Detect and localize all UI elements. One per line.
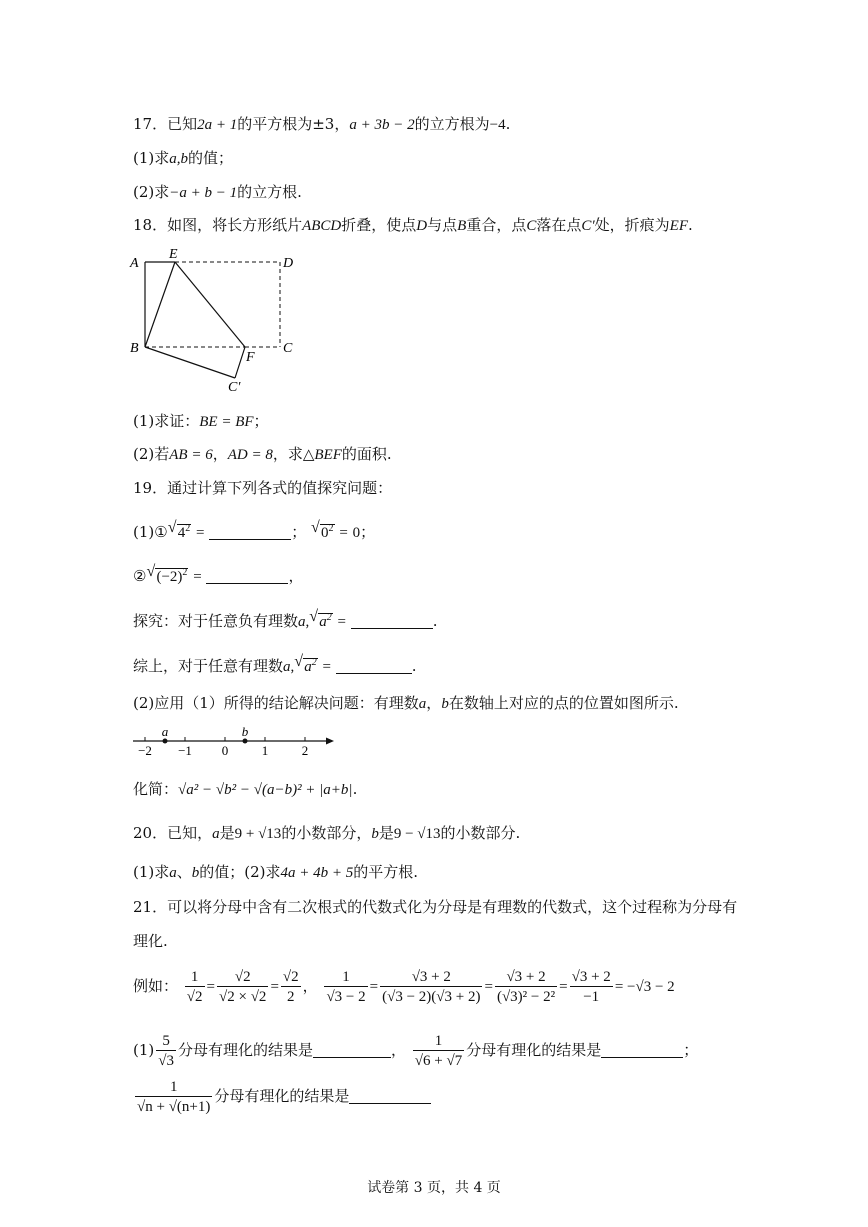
ex2-frac2: $\frac{√3 + 2}{(√3 - 2)(√3 + 2)}$: [382, 968, 481, 1005]
number-line-tick-label: 2: [301, 743, 309, 758]
answer-blank-3[interactable]: [351, 613, 433, 629]
edge-be: [145, 262, 175, 347]
number-line-tick-label: −2: [138, 743, 152, 758]
label-c: C: [283, 341, 293, 356]
answer-blank-6[interactable]: [601, 1042, 683, 1058]
q17-stem: 17．已知2a + 1的平方根为±3，a + 3b − 2的立方根为−4.: [133, 115, 511, 133]
q19-summary: 综上，对于任意有理数a, √ $a^2$ = .: [133, 652, 417, 678]
number-line-tick-label: 0: [221, 743, 229, 758]
number-line: [125, 724, 345, 760]
q19-part1-line2: ② √ $(-2)^2$ = ，: [133, 562, 303, 588]
q21-stem-line1: 21．可以将分母中含有二次根式的代数式化为分母是有理数的代数式，这个过程称为分母有: [133, 898, 738, 916]
number-line-point-a: [163, 739, 168, 744]
edge-ef: [175, 262, 245, 347]
q19-stem: 19．通过计算下列各式的值探究问题：: [133, 479, 393, 497]
q21-frac1: $\frac{5}{√3}$: [158, 1032, 174, 1069]
q20-stem: 20．已知，a是9 + √13的小数部分，b是9 − √13的小数部分.: [133, 824, 521, 842]
ex1-frac2: $\frac{√2}{√2 \times √2}$: [219, 968, 267, 1005]
q18-part2: (2)若AB = 6，AD = 8，求△BEF的面积.: [133, 445, 392, 463]
sqrt-neg2-squared: √ $(-2)^2$: [146, 563, 188, 585]
ex2-frac4: $\frac{√3 + 2}{-1}$: [571, 968, 611, 1005]
q21-part1-line1: (1) $\frac{5}{√3}$ 分母有理化的结果是 ， $\frac{1}{√6 + √7}$ 分母有理化的结果是 ；: [133, 1032, 699, 1069]
label-d: D: [283, 256, 294, 271]
sqrt-0-squared: √ $0^2$: [311, 519, 334, 541]
fold-figure: [120, 245, 310, 395]
q19-part2: (2)应用（1）所得的结论解决问题：有理数a，b在数轴上对应的点的位置如图所示.: [133, 694, 679, 712]
q19-simplify: 化简：√a² − √b² − √(a−b)² + |a+b|.: [133, 780, 358, 798]
sqrt-a-squared-2: √ $a^2$: [294, 653, 317, 675]
number-line-point-label: a: [161, 724, 169, 739]
label-c-prime: C′: [228, 380, 241, 395]
ex1-frac3: $\frac{√2}{2}$: [282, 968, 299, 1005]
ex1-frac1: $\frac{1}{√2}$: [186, 968, 203, 1005]
label-e: E: [169, 247, 178, 262]
q19-explore: 探究：对于任意负有理数a, √ $a^2$ = .: [133, 607, 438, 633]
label-b: B: [130, 341, 139, 356]
q21-stem-line2: 理化.: [133, 932, 168, 950]
edge-fc2: [235, 347, 245, 378]
q18-stem: 18．如图，将长方形纸片ABCD折叠，使点D与点B重合，点C落在点C′处，折痕为EF.: [133, 216, 693, 234]
q18-part1: (1)求证：BE = BF；: [133, 412, 269, 430]
ex2-frac3: $\frac{√3 + 2}{\text{(√3)² − 2²}}$: [496, 968, 556, 1005]
q19-part1-line1: (1)① √ $4^2$ = ； √ $0^2 = 0$；: [133, 518, 375, 544]
answer-blank-1[interactable]: [209, 524, 291, 540]
number-line-tick-label: −1: [178, 743, 192, 758]
ex2-frac1: $\frac{1}{√3 - 2}$: [326, 968, 366, 1005]
q21-frac3: $\frac{1}{√n + √(n+1)}$: [137, 1078, 211, 1115]
number-line-point-b: [243, 739, 248, 744]
q17-part1: (1)求a,b的值；: [133, 149, 234, 167]
number-line-tick-label: 1: [261, 743, 269, 758]
answer-blank-4[interactable]: [336, 658, 412, 674]
q21-examples: 例如： $\frac{1}{√2}$ = $\frac{√2}{√2 \times √2}$ = $\frac{√2}{2}$ ， $\frac{1}{√3 - 2}$ = $\frac{√3 + 2}{(√3 - 2)(√3 + 2)}$ = $\frac{√3 + 2}{\text{(√3)² − 2²}}$ = $\frac{√3 + 2}{-1}$ = −√3 − 2: [133, 968, 675, 1005]
page-footer: 试卷第 3 页，共 4 页: [367, 1180, 501, 1196]
sqrt-4-squared: √ $4^2$: [167, 519, 191, 541]
number-line-arrow: [326, 738, 334, 745]
label-f: F: [246, 350, 255, 365]
answer-blank-2[interactable]: [206, 568, 288, 584]
q21-frac2: $\frac{1}{√6 + √7}$: [414, 1032, 463, 1069]
number-line-point-label: b: [241, 724, 249, 739]
edge-bc2: [145, 347, 235, 378]
sqrt-a-squared: √ $a^2$: [309, 608, 332, 630]
q21-part1-line2: $\frac{1}{√n + √(n+1)}$ 分母有理化的结果是: [133, 1076, 431, 1120]
answer-blank-5[interactable]: [313, 1042, 391, 1058]
label-a: A: [130, 256, 139, 271]
q20-parts: (1)求a、b的值；(2)求4a + 4b + 5的平方根.: [133, 863, 419, 881]
q17-part2: (2)求−a + b − 1的立方根.: [133, 183, 302, 201]
answer-blank-7[interactable]: [349, 1088, 431, 1104]
